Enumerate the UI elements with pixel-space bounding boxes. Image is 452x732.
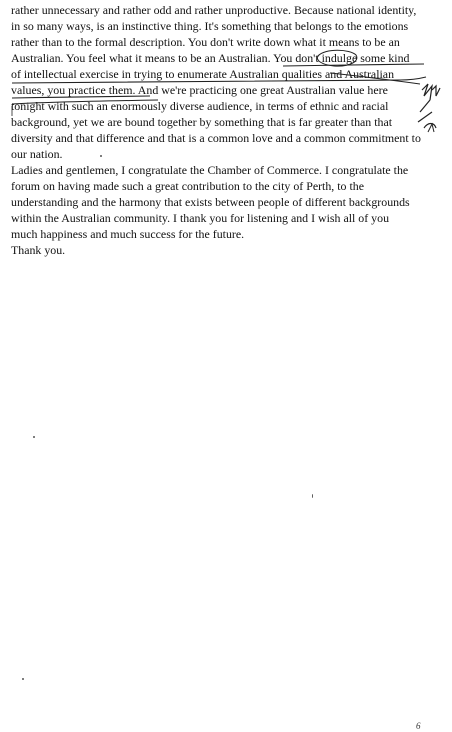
text-line: our nation. — [11, 147, 63, 161]
text-line: much happiness and much success for the future. — [11, 227, 245, 241]
underline-mark — [12, 77, 426, 83]
circle-mark — [317, 50, 357, 66]
scan-speck — [33, 436, 35, 438]
text-line: Australian. You feel what it means to be an Australian. You don't indulge some kind — [11, 51, 410, 65]
scan-speck — [100, 155, 102, 157]
text-line: background, yet we are bound together by something that is far greater than that — [11, 115, 393, 129]
text-line: values, you practice them. And we're practicing one great Australian value here — [11, 83, 388, 97]
text-line: forum on having made such a great contribution to the city of Perth, to the — [11, 179, 364, 193]
text-line: Ladies and gentlemen, I congratulate the Chamber of Commerce. I congratulate the — [11, 163, 409, 177]
strike-mark — [12, 100, 158, 104]
text-line: within the Australian community. I thank you for listening and I wish all of you — [11, 211, 390, 225]
underline-mark — [12, 96, 150, 98]
text-line: diversity and that difference and that is a common love and a common commitment to — [11, 131, 421, 145]
text-line: of intellectual exercise in trying to enumerate Australian qualities and Australian — [11, 67, 395, 81]
text-line: in so many ways, is an instinctive thing. It's something that belongs to the emotions — [11, 19, 409, 33]
underline-mark — [283, 64, 424, 66]
scan-speck — [312, 494, 313, 498]
page-number: 6 — [416, 721, 421, 731]
text-line: Thank you. — [11, 243, 66, 257]
strike-mark — [330, 73, 420, 84]
text-line: tonight with such an enormously diverse audience, in terms of ethnic and racial — [11, 99, 389, 113]
text-line: understanding and the harmony that exists between people of different backgrounds — [11, 195, 410, 209]
text-line: rather than to the formal description. You don't write down what it means to be an — [11, 35, 400, 49]
margin-initials — [428, 124, 434, 132]
margin-initials — [418, 84, 440, 128]
scan-speck — [22, 678, 24, 680]
text-line: rather unnecessary and rather odd and rather unproductive. Because national identity, — [11, 3, 417, 17]
